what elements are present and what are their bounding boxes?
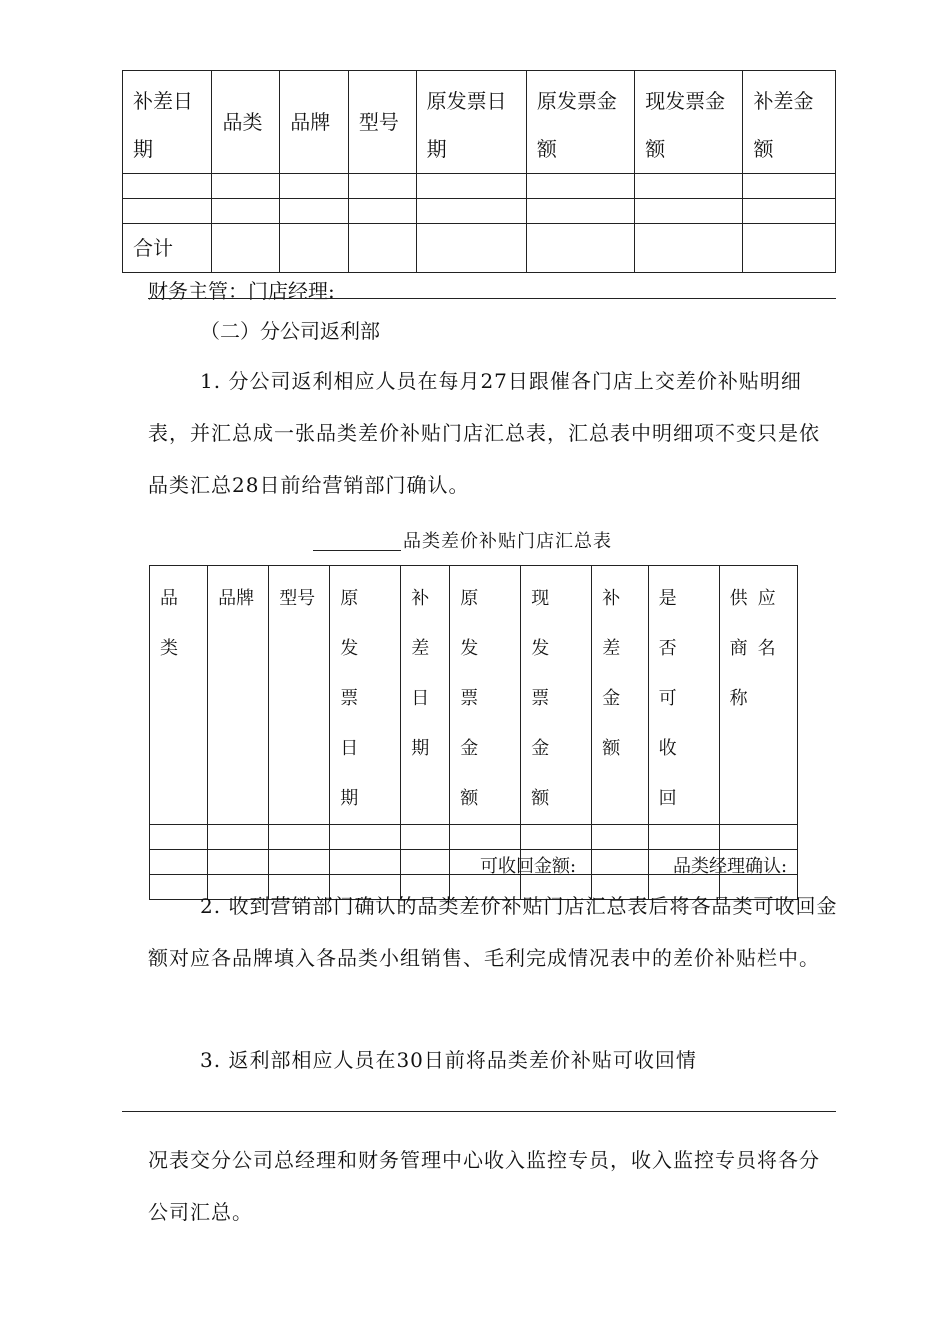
summary-table-title: 品类差价补贴门店汇总表 <box>403 531 612 552</box>
subsidy-detail-table <box>122 70 836 273</box>
header-cell: 原发票金额 <box>526 71 634 174</box>
header-cell: 补差金额 <box>743 71 836 174</box>
table-header-row <box>150 566 798 825</box>
header-cell: 补差金额 <box>592 566 648 825</box>
table-header-row <box>123 71 836 174</box>
table-row <box>123 199 836 224</box>
header-cell: 是否可收回 <box>648 566 719 825</box>
page-divider <box>122 1111 836 1112</box>
header-cell: 品牌 <box>280 71 349 174</box>
header-cell: 现发票金额 <box>521 566 592 825</box>
signature-line-text: 财务主管：门店经理: <box>148 279 335 303</box>
title-blank-underline <box>313 550 401 551</box>
paragraph-3-continued: 况表交分公司总经理和财务管理中心收入监控专员，收入监控专员将各分公司汇总。 <box>148 1148 820 1224</box>
category-manager-confirm-label: 品类经理确认: <box>673 856 788 877</box>
header-cell: 现发票金额 <box>635 71 743 174</box>
header-cell: 原发票金额 <box>450 566 521 825</box>
paragraph-2: 2. 收到营销部门确认的品类差价补贴门店汇总表后将各品类可收回金额对应各品牌填入各品类小组销售、毛利完成情况表中的差价补贴栏中。 <box>148 894 838 970</box>
header-cell: 型号 <box>348 71 416 174</box>
section-heading: （二）分公司返利部 <box>200 319 380 343</box>
total-label: 合计 <box>123 224 212 273</box>
signature-underline <box>148 298 836 299</box>
recoverable-amount-label: 可收回金额: <box>480 856 577 877</box>
header-cell: 型号 <box>269 566 330 825</box>
header-cell: 品类 <box>150 566 208 825</box>
paragraph-3-start: 3. 返利部相应人员在30日前将品类差价补贴可收回情 <box>200 1048 697 1072</box>
header-cell: 原发票日期 <box>330 566 401 825</box>
header-cell: 补差日期 <box>401 566 450 825</box>
header-cell: 品牌 <box>208 566 269 825</box>
table-row <box>150 825 798 850</box>
header-cell: 补差日期 <box>123 71 212 174</box>
table-row <box>123 174 836 199</box>
paragraph-1: 1. 分公司返利相应人员在每月27日跟催各门店上交差价补贴明细表，并汇总成一张品类差价补贴门店汇总表，汇总表中明细项不变只是依品类汇总28日前给营销部门确认。 <box>148 369 820 497</box>
summary-table <box>149 565 798 900</box>
total-row <box>123 224 836 273</box>
header-cell: 原发票日期 <box>416 71 526 174</box>
header-cell: 品类 <box>212 71 280 174</box>
header-cell: 供应商名称 <box>719 566 797 825</box>
